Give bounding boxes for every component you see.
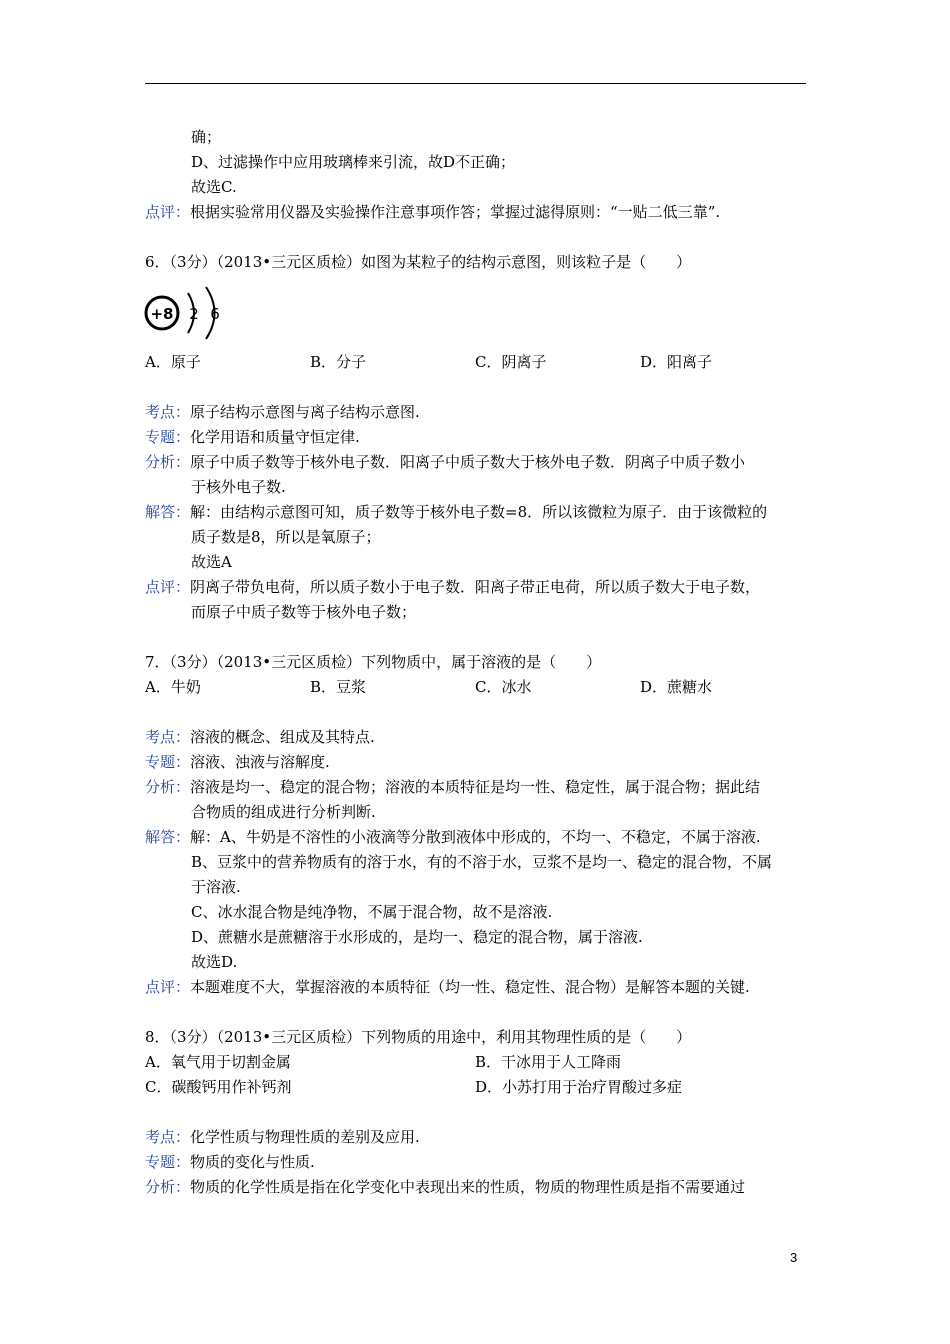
dianping-label: 点评： (145, 578, 191, 596)
kaodian-label: 考点： (145, 403, 191, 421)
option-b: B．豆浆 (310, 678, 367, 696)
jieda-text: 故选A (191, 553, 232, 571)
zhuanti-label: 专题： (145, 428, 191, 446)
kaodian-label: 考点： (145, 1128, 191, 1146)
continuation-line: 故选C. (191, 178, 237, 196)
shell-2-electrons: 6 (210, 305, 220, 323)
comment-text: 根据实验常用仪器及实验操作注意事项作答；掌握过滤得原则：“一贴二低三靠”. (190, 203, 721, 221)
fenxi-text: 原子中质子数等于核外电子数．阳离子中质子数大于核外电子数．阴离子中质子数小 (190, 453, 746, 471)
kaodian-text: 原子结构示意图与离子结构示意图. (190, 403, 420, 421)
fenxi-row (145, 452, 745, 472)
option-a: A．原子 (145, 353, 201, 371)
option-b: B．干冰用于人工降雨 (475, 1053, 622, 1071)
zhuanti-label: 专题： (145, 1153, 191, 1171)
fenxi-text: 物质的化学性质是指在化学变化中表现出来的性质，物质的物理性质是指不需要通过 (190, 1178, 746, 1196)
kaodian-text: 化学性质与物理性质的差别及应用. (190, 1128, 420, 1146)
option-c: C．碳酸钙用作补钙剂 (145, 1078, 292, 1096)
kaodian-row (145, 727, 375, 747)
continuation-line: D、过滤操作中应用玻璃棒来引流，故D不正确； (191, 153, 516, 171)
zhuanti-text: 化学用语和质量守恒定律. (190, 428, 360, 446)
jieda-text: 故选D. (191, 953, 238, 971)
jieda-row (145, 827, 761, 847)
jieda-text: 质子数是8，所以是氧原子； (191, 528, 381, 546)
option-a: A．氧气用于切割金属 (145, 1053, 291, 1071)
zhuanti-text: 物质的变化与性质. (190, 1153, 315, 1171)
comment-label: 点评： (145, 203, 191, 221)
shell-1-electrons: 2 (189, 305, 199, 323)
option-d: D．阳离子 (640, 353, 713, 371)
jieda-text: C、冰水混合物是纯净物，不属于混合物，故不是溶液. (191, 903, 553, 921)
question-8-stem: 8．（3分）（2013•三元区质检）下列物质的用途中，利用其物理性质的是（ ） (145, 1028, 692, 1046)
kaodian-label: 考点： (145, 728, 191, 746)
option-b: B．分子 (310, 353, 367, 371)
continuation-line: 确； (191, 128, 222, 146)
dianping-text: 阴离子带负电荷，所以质子数小于电子数．阳离子带正电荷，所以质子数大于电子数， (190, 578, 761, 596)
fenxi-text: 于核外电子数. (191, 478, 286, 496)
option-a: A．牛奶 (145, 678, 201, 696)
zhuanti-row (145, 427, 360, 447)
nucleus-charge: +8 (150, 305, 174, 323)
header-rule (145, 83, 806, 84)
fenxi-row (145, 777, 760, 797)
question-6-stem: 6．（3分）（2013•三元区质检）如图为某粒子的结构示意图，则该粒子是（ ） (145, 253, 692, 271)
kaodian-text: 溶液的概念、组成及其特点. (190, 728, 375, 746)
zhuanti-row (145, 1152, 315, 1172)
dianping-text: 本题难度不大，掌握溶液的本质特征（均一性、稳定性、混合物）是解答本题的关键. (190, 978, 750, 996)
zhuanti-label: 专题： (145, 753, 191, 771)
jieda-text: 于溶液. (191, 878, 241, 896)
dianping-row (145, 577, 760, 597)
option-d: D．小苏打用于治疗胃酸过多症 (475, 1078, 683, 1096)
dianping-text: 而原子中质子数等于核外电子数； (191, 603, 417, 621)
fenxi-text: 溶液是均一、稳定的混合物；溶液的本质特征是均一性、稳定性，属于混合物；据此结 (190, 778, 761, 796)
option-c: C．阴离子 (475, 353, 547, 371)
fenxi-text: 合物质的组成进行分析判断. (191, 803, 376, 821)
fenxi-label: 分析： (145, 453, 191, 471)
fenxi-label: 分析： (145, 1178, 191, 1196)
atom-structure-diagram (143, 285, 233, 343)
kaodian-row (145, 1127, 420, 1147)
dianping-label: 点评： (145, 978, 191, 996)
jieda-text: B、豆浆中的营养物质有的溶于水，有的不溶于水，豆浆不是均一、稳定的混合物，不属 (191, 853, 773, 871)
jieda-text: 解：由结构示意图可知，质子数等于核外电子数=8．所以该微粒为原子．由于该微粒的 (190, 503, 768, 521)
jieda-row (145, 502, 767, 522)
page-number: 3 (790, 1250, 798, 1265)
fenxi-row (145, 1177, 745, 1197)
jieda-text: D、蔗糖水是蔗糖溶于水形成的，是均一、稳定的混合物，属于溶液. (191, 928, 643, 946)
zhuanti-row (145, 752, 330, 772)
zhuanti-text: 溶液、浊液与溶解度. (190, 753, 330, 771)
question-7-stem: 7．（3分）（2013•三元区质检）下列物质中，属于溶液的是（ ） (145, 653, 602, 671)
kaodian-row (145, 402, 420, 422)
dianping-row (145, 977, 750, 997)
jieda-label: 解答： (145, 503, 191, 521)
option-c: C．冰水 (475, 678, 532, 696)
option-d: D．蔗糖水 (640, 678, 713, 696)
jieda-label: 解答： (145, 828, 191, 846)
jieda-text: 解：A、牛奶是不溶性的小液滴等分散到液体中形成的，不均一、不稳定，不属于溶液. (190, 828, 761, 846)
comment-row (145, 202, 720, 222)
fenxi-label: 分析： (145, 778, 191, 796)
